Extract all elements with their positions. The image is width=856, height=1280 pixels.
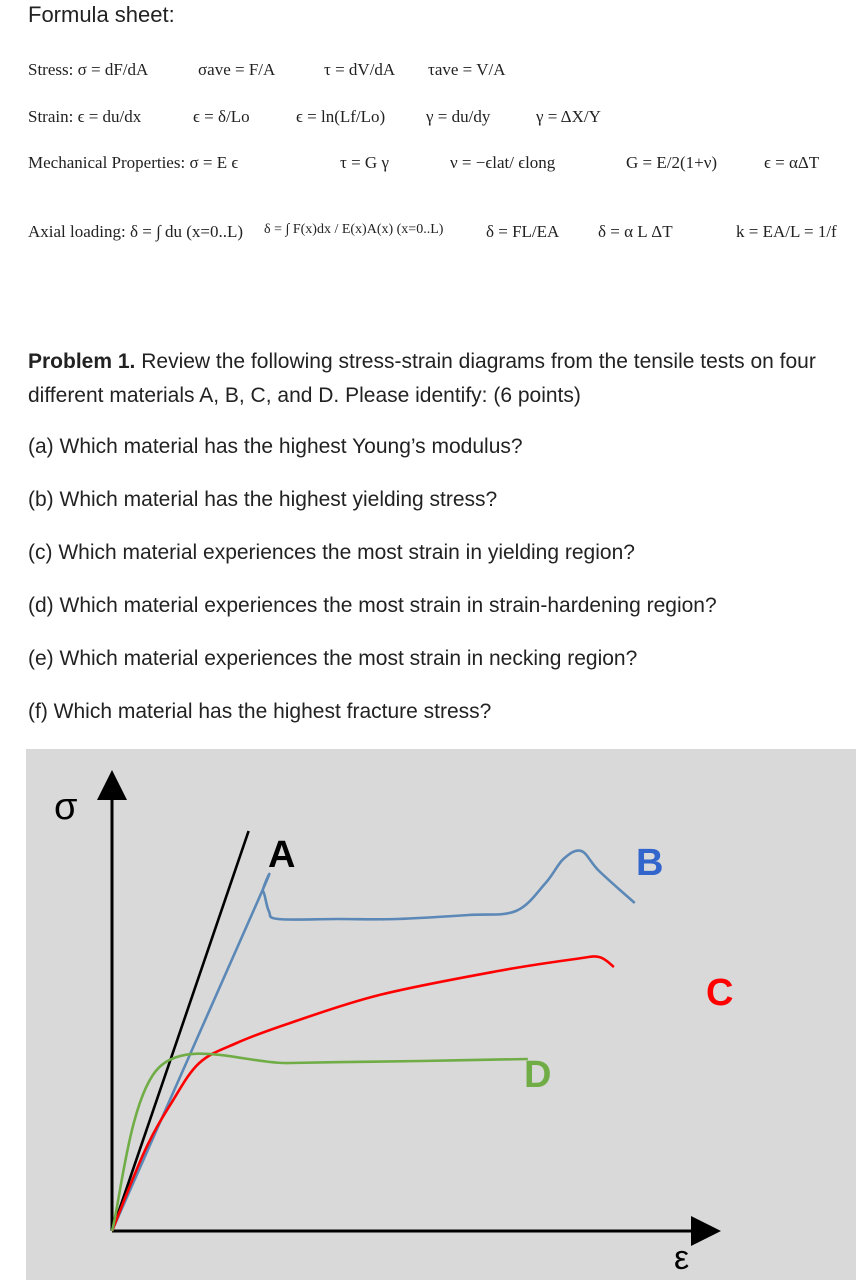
formula: δ = ∫ F(x)dx / E(x)A(x) (x=0..L): [264, 222, 444, 237]
formula: γ = ΔX/Y: [536, 107, 601, 126]
formula: ν = −ϵlat/ ϵlong: [450, 153, 556, 172]
x-axis-label: ε: [674, 1239, 690, 1277]
question-c: (c) Which material experiences the most strain in yielding region?: [28, 541, 635, 564]
problem-text: Review the following stress-strain diagrams from the tensile tests on four different materials A, B, C, and D. Please identify: (6 points): [28, 350, 816, 407]
formula: τ = dV/dA: [324, 60, 396, 79]
formula: τave = V/A: [428, 60, 506, 79]
formula: δ = FL/EA: [486, 222, 560, 241]
y-axis-label: σ: [54, 786, 78, 828]
question-d: (d) Which material experiences the most strain in strain-hardening region?: [28, 594, 717, 617]
formula: Axial loading: δ = ∫ du (x=0..L): [28, 222, 244, 241]
label-D: D: [524, 1054, 552, 1096]
stress-strain-chart: [26, 749, 856, 1280]
series-group: [112, 831, 635, 1231]
formula: σave = F/A: [198, 60, 276, 79]
formula: k = EA/L = 1/f: [736, 222, 837, 241]
formula: Strain: ϵ = du/dx: [28, 107, 142, 126]
formula: τ = G γ: [340, 153, 389, 172]
question-a: (a) Which material has the highest Young’s modulus?: [28, 435, 523, 458]
problem-label: Problem 1.: [28, 350, 136, 373]
label-A: A: [268, 834, 296, 876]
question-e: (e) Which material experiences the most strain in necking region?: [28, 647, 638, 670]
label-C: C: [706, 972, 734, 1014]
series-a-line: [112, 831, 249, 1231]
formula: Stress: σ = dF/dA: [28, 60, 149, 79]
chart-svg: [26, 749, 856, 1280]
problem-intro: [28, 345, 854, 413]
formula: ϵ = δ/Lo: [193, 107, 250, 126]
label-B: B: [636, 842, 664, 884]
formula: ϵ = αΔT: [764, 153, 820, 172]
formula: δ = α L ΔT: [598, 222, 673, 241]
formula: Mechanical Properties: σ = E ϵ: [28, 153, 239, 172]
question-f: (f) Which material has the highest fracture stress?: [28, 700, 492, 723]
formula: G = E/2(1+ν): [626, 153, 718, 172]
formula-sheet-heading: Formula sheet:: [28, 2, 175, 27]
series-b-line: [112, 851, 635, 1231]
formula: γ = du/dy: [426, 107, 491, 126]
formula: ϵ = ln(Lf/Lo): [296, 107, 386, 126]
question-b: (b) Which material has the highest yielding stress?: [28, 488, 498, 511]
series-d-line: [112, 1054, 528, 1231]
